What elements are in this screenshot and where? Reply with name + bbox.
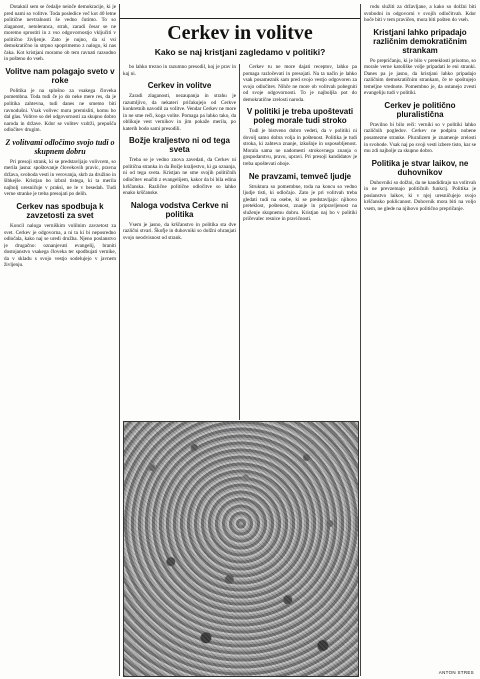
paragraph: Tudi je bistveno dobro vedeti, da v politiki ni dovolj samo dobra volja in poštenost. Politika je tudi stroka, ki zahteva znanje, izkušnje in usposobljenost. Morala sama ne nadomesti strokovnega znanja o gospodarstvu, pravu, upravi. Pri presoji kandidatov je treba upoštevati oboje. <box>243 128 357 168</box>
paragraph: Politika je na splošno za vsakega človeka pomembna. Toda tudi če jo do neke mere res, da je politika zahtevna, tudi danes ne smemo biti ravnodušni. Vsak volivec mora premisliti, komu bo dal glas. Volitve so del odgovornosti za skupno dobro naroda in države. Kdor se volitev vzdrži, prepušča odločitev drugim. <box>4 87 116 134</box>
crowd-photo <box>123 421 359 677</box>
author-credit: ANTON STRES <box>438 670 474 675</box>
column-divider <box>239 64 240 420</box>
paragraph: Po prepričanju, ki je bilo v preteklosti prisotno, so morale verne katoliške volje pripadati le eni stranki. Danes pa je jasno, da kristjani lahko pripadajo različnim demokratičnim strankam, če te spoštujejo temeljne vrednote. Pomembno je, da ostanejo zvesti evangeliju tudi v politiki. <box>364 57 476 97</box>
paragraph: Cerkev tu ne more dajati receptov, lahko pa pomaga razločevati in presojati. Na ta način je lahko vsak posameznik sam pred svojo vestjo odgovoren za svojo odločitev. Nihče ne more ob volitvah pobegniti od svoje odgovornosti. To je najboljša pot do demokratične zrelosti naroda. <box>243 64 357 103</box>
column-divider <box>119 4 120 676</box>
paragraph: rodu služiti za državljane, a kako so dolžni biti svobodni in odgovorni v svojih odločitvah. Kdor hoče biti v tem pravičen, mora biti pošten do vseh. <box>364 4 476 24</box>
section-heading: Z volitvami odločimo svojo tudi o skupnem dobru <box>5 137 115 156</box>
headline: Cerkev in volitve <box>167 22 313 44</box>
article-column-3 <box>243 64 357 418</box>
section-heading: Cerkev nas spodbuja k zavzetosti za svet <box>16 202 104 221</box>
paragraph: Koncil naloga verniškim volilnim zavzetost za svet. Cerkev je odgovorna, a ni ta ki bi neposredno odločala, kako naj se uredi družba. Njeno poslanstvo je drugačno: oznanjevati evangelij, braniti dostojanstvo vsakega človeka ter spodbujati vernike, da v skladu s svojo vestjo sodelujejo v javnem življenju. <box>4 223 116 269</box>
subheadline: Kako se naj kristjani zagledamo v politiki? <box>154 47 326 57</box>
section-heading: Volitve nam polagajo sveto v roke <box>5 66 115 85</box>
section-heading: Cerkev in volitve <box>147 81 212 91</box>
section-heading: Božje kraljestvo ni od tega sveta <box>129 136 230 155</box>
paragraph: Zaradi zlaganosti, nezaupanja in strahu je razumljivo, da nekateri pričakujejo od Cerkve konkretnih navodil za volitve. Vendar Cerkev ne more in ne sme reči, koga volite. Pomaga pa lahko tako, da oblikuje vest vernikov in jim pokaže merila, po katerih bodo sami presodili. <box>123 93 236 132</box>
paragraph: bo lahko trezno in razumno presodil, koj je prav in kaj ni. <box>123 64 236 77</box>
section-heading: Kristjani lahko pripadajo različnim demokratičnim strankam <box>373 27 467 55</box>
section-heading: V politiki je treba upoštevati poleg morale tudi stroko <box>246 107 354 126</box>
paragraph: Struktura so pomembne, toda na koncu so vedno ljudje tisti, ki odločajo. Zato je pri volitvah treba gledati tudi na osebe, ki se predstavljajo: njihovo preteklost, poštenost, znanje in pripravljenost na služenje skupnemu dobru. Kristjan naj bo v politiki pričevalec resnice in pravičnosti. <box>243 183 357 223</box>
section-heading: Cerkev je politično pluralistična <box>384 100 456 119</box>
article-column-1 <box>4 4 116 668</box>
section-heading: Naloga vodstva Cerkve ni politika <box>130 200 229 219</box>
photo-texture <box>124 422 358 676</box>
paragraph: Duhovniki so dolžni, da ne kandidirajo na volitvah in ne prevzemajo političnih funkcij. Politika je poslanstvo laikov, ki v njej uresničujejo svojo krščansko poklicanost. Duhovnik mora biti na voljo vsem, ne glede na njihovo politično prepričanje. <box>364 179 476 212</box>
article-column-2 <box>123 64 236 418</box>
paragraph: Vsem je jasno, da krščanstvo in politika sta dve različni stvari. Škofje in duhovniki so dolžni ohranjati svojo neodvisnost od strank. <box>123 221 236 241</box>
section-heading: Politika je stvar laikov, ne duhovnikov <box>371 158 469 177</box>
article-column-4 <box>364 4 476 668</box>
top-rule <box>120 18 360 19</box>
paragraph: Treba se je vedno znova zavedati, da Cerkev ni politična stranka in da Božje kraljestvo, ki ga oznanja, ni od tega sveta. Kristjan ne sme svojih političnih odločitev enačiti z evangelijem, kakor da bi bila edina krščanska. Različne politične odločitve so lahko enako krščanske. <box>123 157 236 197</box>
paragraph: Pravilno bi bilo reči: verniki so v politiki lahko različnih pogledov. Cerkev ne podpira nobene posamezne stranke. Pluralizem je znamenje zrelosti in svobode. Vsak naj po svoji vesti izbere tisto, kar se mu zdi najbolje za skupno dobro. <box>364 121 476 155</box>
paragraph: Pri presoji strank, ki se predstavljajo volivcem, so merila jasna: spoštovanje človekovih pravic, pravna država, svoboda vesti in verovanja, skrb za družino in šibkejše. Kristjan bo izbral tistega, ki ta merila najbolj uresničuje v praksi, ne le v besedah. Tudi verne stranke je treba presojati po delih. <box>4 158 116 198</box>
section-heading: Ne pravzami, temveč ljudje <box>248 171 352 181</box>
paragraph: Dotaknil sem se čedalje neinče demokracije, ki je pred nami so volitve. Toda posledice več kot 40 letne politične nevtralnosti še vedno čutimo. To so zlaganost, netoleranca, strah, zaradi česar se ne moremo sprostiti in z vso odgovornostjo vključiti v politično življenje. Zato je nujno, da si vsi demokratično in strpno spoprimemo z nalogo, ki nas čaka. Kot kristjani moramo ob tem ravnati razsodno in pošteno do vseh. <box>4 4 116 63</box>
column-divider <box>360 4 361 676</box>
